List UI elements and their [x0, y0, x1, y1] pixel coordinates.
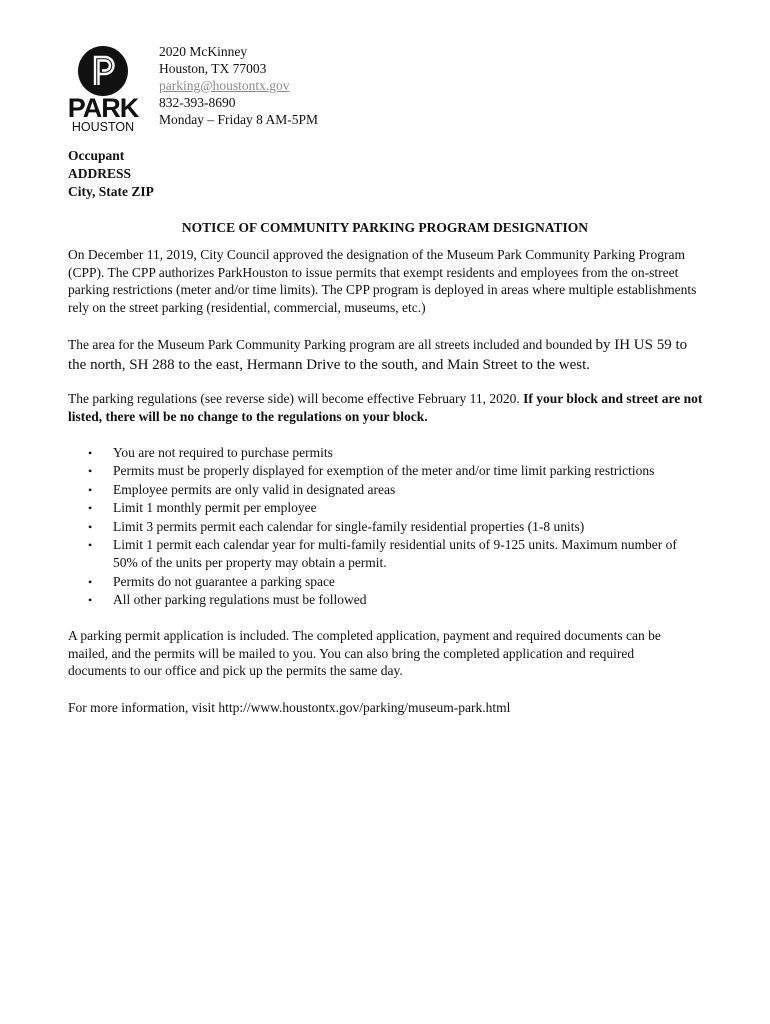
list-item-text: Limit 1 monthly permit per employee: [113, 500, 317, 516]
recipient-name: Occupant: [68, 148, 125, 163]
paragraph-application: A parking permit application is included. The completed application, payment and required documents can be mailed, and the permits will be mailed to you. You can also bring the completed application and required documents to our office and pick up the permits the same day.: [68, 628, 661, 678]
paragraph-effective-date: [68, 390, 718, 425]
list-item: [84, 536, 704, 573]
park-houston-p-icon: [78, 46, 128, 96]
list-item: [84, 518, 704, 536]
list-item-text: Permits must be properly displayed for exemption of the meter and/or time limit parking restrictions: [113, 463, 655, 479]
paragraph-area: [68, 335, 708, 375]
list-item-text: Permits do not guarantee a parking space: [113, 573, 335, 589]
recipient-block: [68, 147, 154, 201]
contact-city: Houston, TX 77003: [159, 61, 267, 76]
permit-rules-list: [84, 444, 704, 610]
logo-word-houston: HOUSTON: [71, 120, 135, 134]
recipient-address: ADDRESS: [68, 166, 132, 181]
bullet-icon: •: [88, 501, 93, 516]
park-houston-logo: [63, 42, 143, 134]
list-item: [84, 462, 704, 480]
bullet-icon: •: [88, 574, 93, 589]
paragraph-approval: On December 11, 2019, City Council approved the designation of the Museum Park Community Parking Program (CPP). The CPP authorizes ParkHouston to issue permits that exempt residents and employees from the on-street parking restrictions (meter and/or time limits). The CPP program is deployed in areas where multiple establishments rely on the street parking (residential, commercial, museums, etc.): [68, 247, 697, 315]
contact-hours: Monday – Friday 8 AM-5PM: [159, 112, 319, 127]
list-item-text: Limit 1 permit each calendar year for multi-family residential units of 9-125 units. Maximum number of 50% of the units per property may obtain a permit.: [113, 537, 677, 571]
bullet-icon: •: [88, 519, 93, 534]
paragraph-area-boundaries: by IH US 59 to the north, SH 288 to the east, Hermann Drive to the south, and Main Street to the west.: [68, 337, 688, 373]
bullet-icon: •: [88, 464, 93, 479]
recipient-city-state-zip: City, State ZIP: [68, 184, 154, 199]
list-item: [84, 573, 704, 591]
contact-street: 2020 McKinney: [159, 44, 248, 59]
paragraph-effective-text: The parking regulations (see reverse side) will become effective February 11, 2020.: [68, 391, 524, 406]
list-item: [84, 481, 704, 499]
list-item: [84, 591, 704, 609]
bullet-icon: •: [88, 482, 93, 497]
bullet-icon: •: [88, 446, 93, 460]
contact-email-link[interactable]: parking@houstontx.gov: [159, 78, 290, 93]
paragraph-more-info: For more information, visit http://www.houstontx.gov/parking/museum-park.html: [68, 700, 511, 715]
logo-word-park: PARK: [67, 93, 139, 123]
list-item-text: Employee permits are only valid in designated areas: [113, 481, 396, 497]
list-item-text: Limit 3 permits permit each calendar for single-family residential properties (1-8 units): [113, 518, 585, 534]
contact-phone: 832-393-8690: [159, 95, 236, 110]
list-item: [84, 444, 704, 462]
list-item: [84, 499, 704, 517]
paragraph-effective-bold-note: If your block and street are not listed, there will be no change to the regulations on your block.: [68, 391, 703, 424]
list-item-text: All other parking regulations must be followed: [113, 592, 367, 608]
paragraph-area-text: The area for the Museum Park Community Parking program are all streets included and bounded: [68, 337, 596, 352]
contact-block: [159, 43, 318, 128]
notice-title: NOTICE OF COMMUNITY PARKING PROGRAM DESIGNATION: [181, 220, 589, 235]
bullet-icon: •: [88, 538, 93, 553]
bullet-icon: •: [88, 593, 93, 608]
list-item-text: You are not required to purchase permits: [113, 445, 333, 460]
